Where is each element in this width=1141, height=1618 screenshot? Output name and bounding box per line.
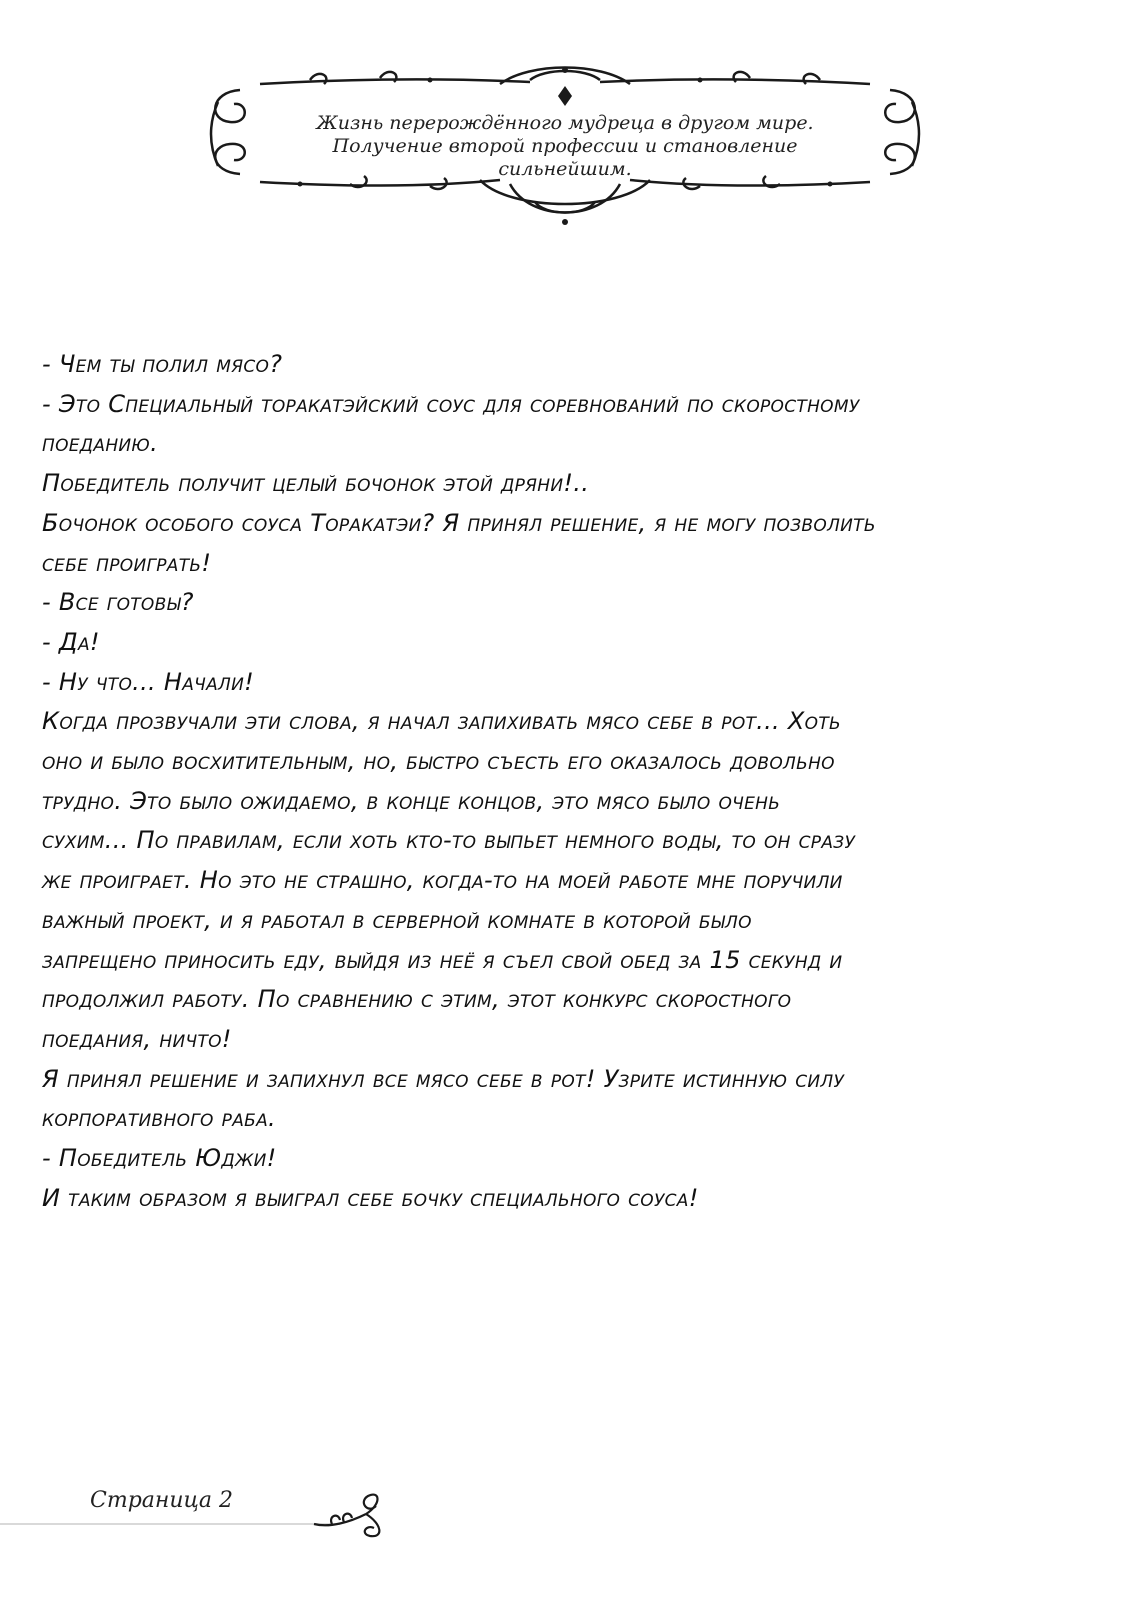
text-line: поеданию. [42, 429, 158, 458]
text-line: продолжил работу. По сравнению с этим, этот конкурс скоростного [42, 985, 792, 1014]
text-line: Победитель получит целый бочонок этой дряни!.. [42, 469, 590, 498]
text-line: И таким образом я выиграл себе бочку специального соуса! [42, 1183, 699, 1212]
text-line: Бочонок особого соуса Торакатэи? Я принял решение, я не могу позволить [42, 508, 876, 537]
text-line: - Чем ты полил мясо? [42, 350, 283, 378]
text-line: поедания, ничто! [42, 1024, 232, 1053]
text-line: трудно. Это было ожидаемо, в конце концов, это мясо было очень [42, 786, 781, 815]
text-line: же проиграет. Но это не страшно, когда-то на моей работе мне поручили [42, 866, 843, 895]
page-footer [0, 1480, 420, 1560]
text-line: Когда прозвучали эти слова, я начал запихивать мясо себе в рот... Хоть [42, 707, 841, 736]
book-title-line: Получение второй профессии и становление [332, 135, 798, 157]
book-title-line: сильнейшим. [498, 158, 632, 180]
flourish-icon [310, 1492, 390, 1542]
text-line: - Да! [42, 627, 100, 656]
text-line: - Все готовы? [42, 588, 194, 617]
footer-divider [0, 1523, 340, 1525]
text-line: оно и было восхитительным, но, быстро съесть его оказалось довольно [42, 747, 835, 776]
text-line: запрещено приносить еду, выйдя из неё я съел свой обед за 15 секунд и [42, 945, 843, 974]
text-line: - Это Специальный торакатэйский соус для соревнований по скоростному [42, 389, 860, 418]
text-line: сухим... По правилам, если хоть кто-то выпьет немного воды, то он сразу [42, 826, 856, 855]
text-line: важный проект, и я работал в серверной комнате в которой было [42, 905, 752, 934]
text-line: себе проиграть! [42, 548, 212, 577]
text-line: корпоративного раба. [42, 1104, 276, 1133]
text-line: - Победитель Юджи! [42, 1144, 277, 1173]
title-frame [200, 62, 930, 242]
text-line: - Ну что... Начали! [42, 667, 255, 696]
book-title [270, 112, 860, 181]
page-number: Страница 2 [90, 1488, 234, 1513]
chapter-text [42, 345, 1102, 1218]
book-title-line: Жизнь перерождённого мудреца в другом мире. [316, 112, 814, 134]
text-line: Я принял решение и запихнул все мясо себе в рот! Узрите истинную силу [42, 1064, 845, 1093]
